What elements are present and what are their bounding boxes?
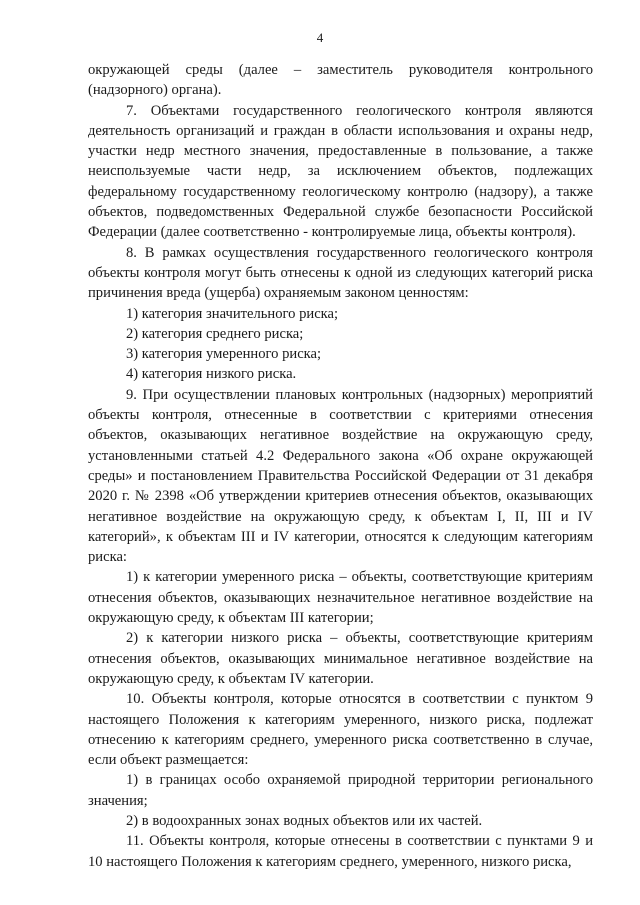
list-item: 1) в границах особо охраняемой природной территории регионального значения;: [88, 772, 593, 809]
paragraph-8: 8. В рамках осуществления государственного геологического контроля объекты контроля могут быть отнесены к одной из следующих категорий риска причинения вреда (ущерба) охраняемым законом ценностям:: [88, 244, 593, 302]
paragraph-7: 7. Объектами государственного геологического контроля являются деятельность организаций и граждан в области использования и охраны недр, участки недр местного значения, предоставленные в пользование, а также неиспользуемые части недр, за исключением объектов, подлежащих федеральному государственному геологическому контролю (надзору), а также объектов, подведомственных Федеральной службе безопасности Российской Федерации (далее соответственно - контролируемые лица, объекты контроля).: [88, 102, 593, 241]
list-item: 1) к категории умеренного риска – объекты, соответствующие критериям отнесения объектов, оказывающих незначительное негативное воздействие на окружающую среду, к объектам III категории;: [88, 569, 593, 627]
paragraph-continuation: окружающей среды (далее – заместитель руководителя контрольного (надзорного) органа).: [88, 62, 593, 99]
page-number: 4: [316, 30, 324, 45]
paragraph-11: 11. Объекты контроля, которые отнесены в соответствии с пунктами 9 и 10 настоящего Положения к категориям среднего, умеренного, низкого риска,: [88, 833, 593, 870]
list-item: 1) категория значительного риска;: [126, 305, 339, 322]
list-item: 2) категория среднего риска;: [126, 325, 304, 342]
document-body: [88, 60, 593, 872]
list-item: 2) к категории низкого риска – объекты, соответствующие критериям отнесения объектов, оказывающих минимальное негативное воздействие на окружающую среду, к объектам IV категории.: [88, 630, 593, 687]
list-item: 4) категория низкого риска.: [126, 366, 297, 383]
paragraph-9: 9. При осуществлении плановых контрольных (надзорных) мероприятий объекты контроля, отнесенные в соответствии с критериями отнесения объектов, оказывающих негативное воздействие на окружающую среду, установленными статьей 4.2 Федерального закона «Об охране окружающей среды» и постановлением Правительства Российской Федерации от 31 декабря 2020 г. № 2398 «Об утверждении критериев отнесения объектов, оказывающих негативное воздействие на окружающую среду, к объектам I, II, III и IV категорий», к объектам III и IV категории, относятся к следующим категориям риска:: [88, 386, 593, 566]
list-item: 3) категория умеренного риска;: [126, 346, 322, 363]
list-item: 2) в водоохранных зонах водных объектов или их частей.: [126, 812, 483, 829]
paragraph-10: 10. Объекты контроля, которые относятся в соответствии с пунктом 9 настоящего Положения к категориям умеренного, низкого риска, подлежат отнесению к категориям среднего, умеренного риска соответственно в случае, если объект размещается:: [88, 691, 593, 769]
